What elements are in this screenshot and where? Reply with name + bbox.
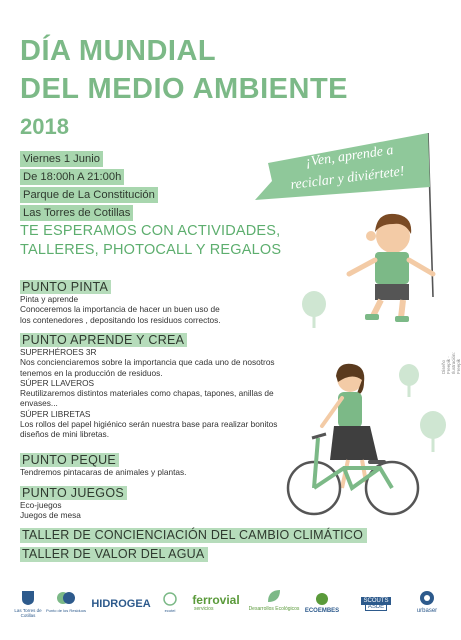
text-line: envases... [20, 398, 58, 409]
text-line: SUPERHÉROES 3R [20, 347, 97, 357]
section-heading-pinta: PUNTO PINTA [20, 280, 111, 294]
flag-line-2: reciclar y diviértete! [289, 164, 406, 193]
logo-text: urbaser [416, 608, 438, 614]
logo-scouts: SCOUTS [363, 598, 389, 604]
section-text-juegos [20, 500, 81, 521]
logo-text: Las Torres de Cotillas [14, 608, 42, 618]
text-line: Los rollos del papel higiénico serán nuestra base para realizar bonitos [20, 419, 278, 430]
logo-urbaser [410, 590, 444, 614]
logo-text: Desarrollos Ecológicos [248, 606, 300, 612]
logo-scouts-asde [350, 598, 402, 610]
text-line: diseños de mini libretas. [20, 429, 110, 440]
tree-icon [418, 410, 448, 454]
tree-icon [300, 290, 328, 330]
logo-torres-cotillas [10, 590, 46, 618]
text-line: Reutilizaremos distintos materiales como chapas, tapones, anillas de [20, 388, 274, 399]
event-town: Las Torres de Cotillas [20, 205, 133, 221]
taller-cambio-climatico: TALLER DE CONCIENCIACIÓN DEL CAMBIO CLIMÁTICO [20, 528, 367, 543]
ecoembes-icon [314, 592, 330, 606]
text-line: los contenedores , depositando los residuos correctos. [20, 314, 221, 325]
invite-line-1: TE ESPERAMOS CON ACTIVIDADES, [20, 223, 281, 239]
section-heading-juegos: PUNTO JUEGOS [20, 486, 127, 500]
boy-illustration [335, 208, 445, 338]
coat-of-arms-icon [21, 590, 35, 606]
logo-text: ecotel [164, 608, 176, 613]
event-date: Viernes 1 Junio [20, 151, 103, 167]
illustration-credit: Diseño Freepik · Ilustración: Freepik [441, 352, 461, 374]
text-line: Pinta y aprende [20, 294, 79, 304]
flag-line-1: ¡Ven, aprende a [304, 142, 395, 171]
title-year: 2018 [20, 114, 69, 139]
taller-valor-agua: TALLER DE VALOR DEL AGUA [20, 547, 208, 562]
text-line: SÚPER LIBRETAS [20, 408, 91, 419]
logo-asde: ASDE [365, 603, 387, 611]
logo-text: Punto de los Residuos [45, 608, 87, 613]
text-line: tenemos en la producción de residuos. [20, 367, 163, 378]
title-line-1: DÍA MUNDIAL [20, 35, 217, 67]
text-line: Tendremos pintacaras de animales y plantas. [20, 467, 187, 477]
section-text-peque [20, 467, 187, 477]
text-line: Eco-juegos [20, 500, 62, 510]
section-heading-aprende: PUNTO APRENDE Y CREA [20, 333, 187, 347]
urbaser-icon [419, 590, 435, 606]
event-place: Parque de La Constitución [20, 187, 158, 203]
text-line: Nos concienciaremos sobre la importancia que cada uno de nosotros [20, 357, 275, 368]
logo-ecotel [156, 592, 184, 613]
logo-ecoembes [300, 592, 344, 614]
recycle-icon [162, 592, 178, 606]
logo-text: ferrovial [192, 593, 240, 607]
invite-line-2: TALLERES, PHOTOCALL Y REGALOS [20, 242, 282, 258]
logo-text: ECOEMBES [304, 608, 340, 614]
event-time: De 18:00h A 21:00h [20, 169, 124, 185]
text-line: Juegos de mesa [20, 510, 81, 521]
section-heading-peque: PUNTO PEQUE [20, 453, 119, 467]
title-line-2: DEL MEDIO AMBIENTE [20, 73, 349, 105]
logo-punto-residuos [44, 590, 88, 613]
text-line: SÚPER LLAVEROS [20, 377, 95, 388]
section-text-pinta [20, 294, 221, 325]
logo-subtext: servicios [194, 606, 214, 612]
leaf-icon [266, 588, 282, 604]
leaf-icon [56, 590, 76, 606]
logo-ferrovial [190, 594, 242, 612]
text-line: Conoceremos la importancia de hacer un buen uso de [20, 304, 220, 315]
section-text-aprende [20, 347, 277, 440]
event-details [20, 149, 158, 221]
sponsor-logos [0, 588, 453, 638]
logo-hidrogea: HIDROGEA [91, 598, 151, 610]
girl-bicycle-illustration [282, 360, 422, 520]
logo-desarrollos-ecologicos [248, 588, 300, 612]
